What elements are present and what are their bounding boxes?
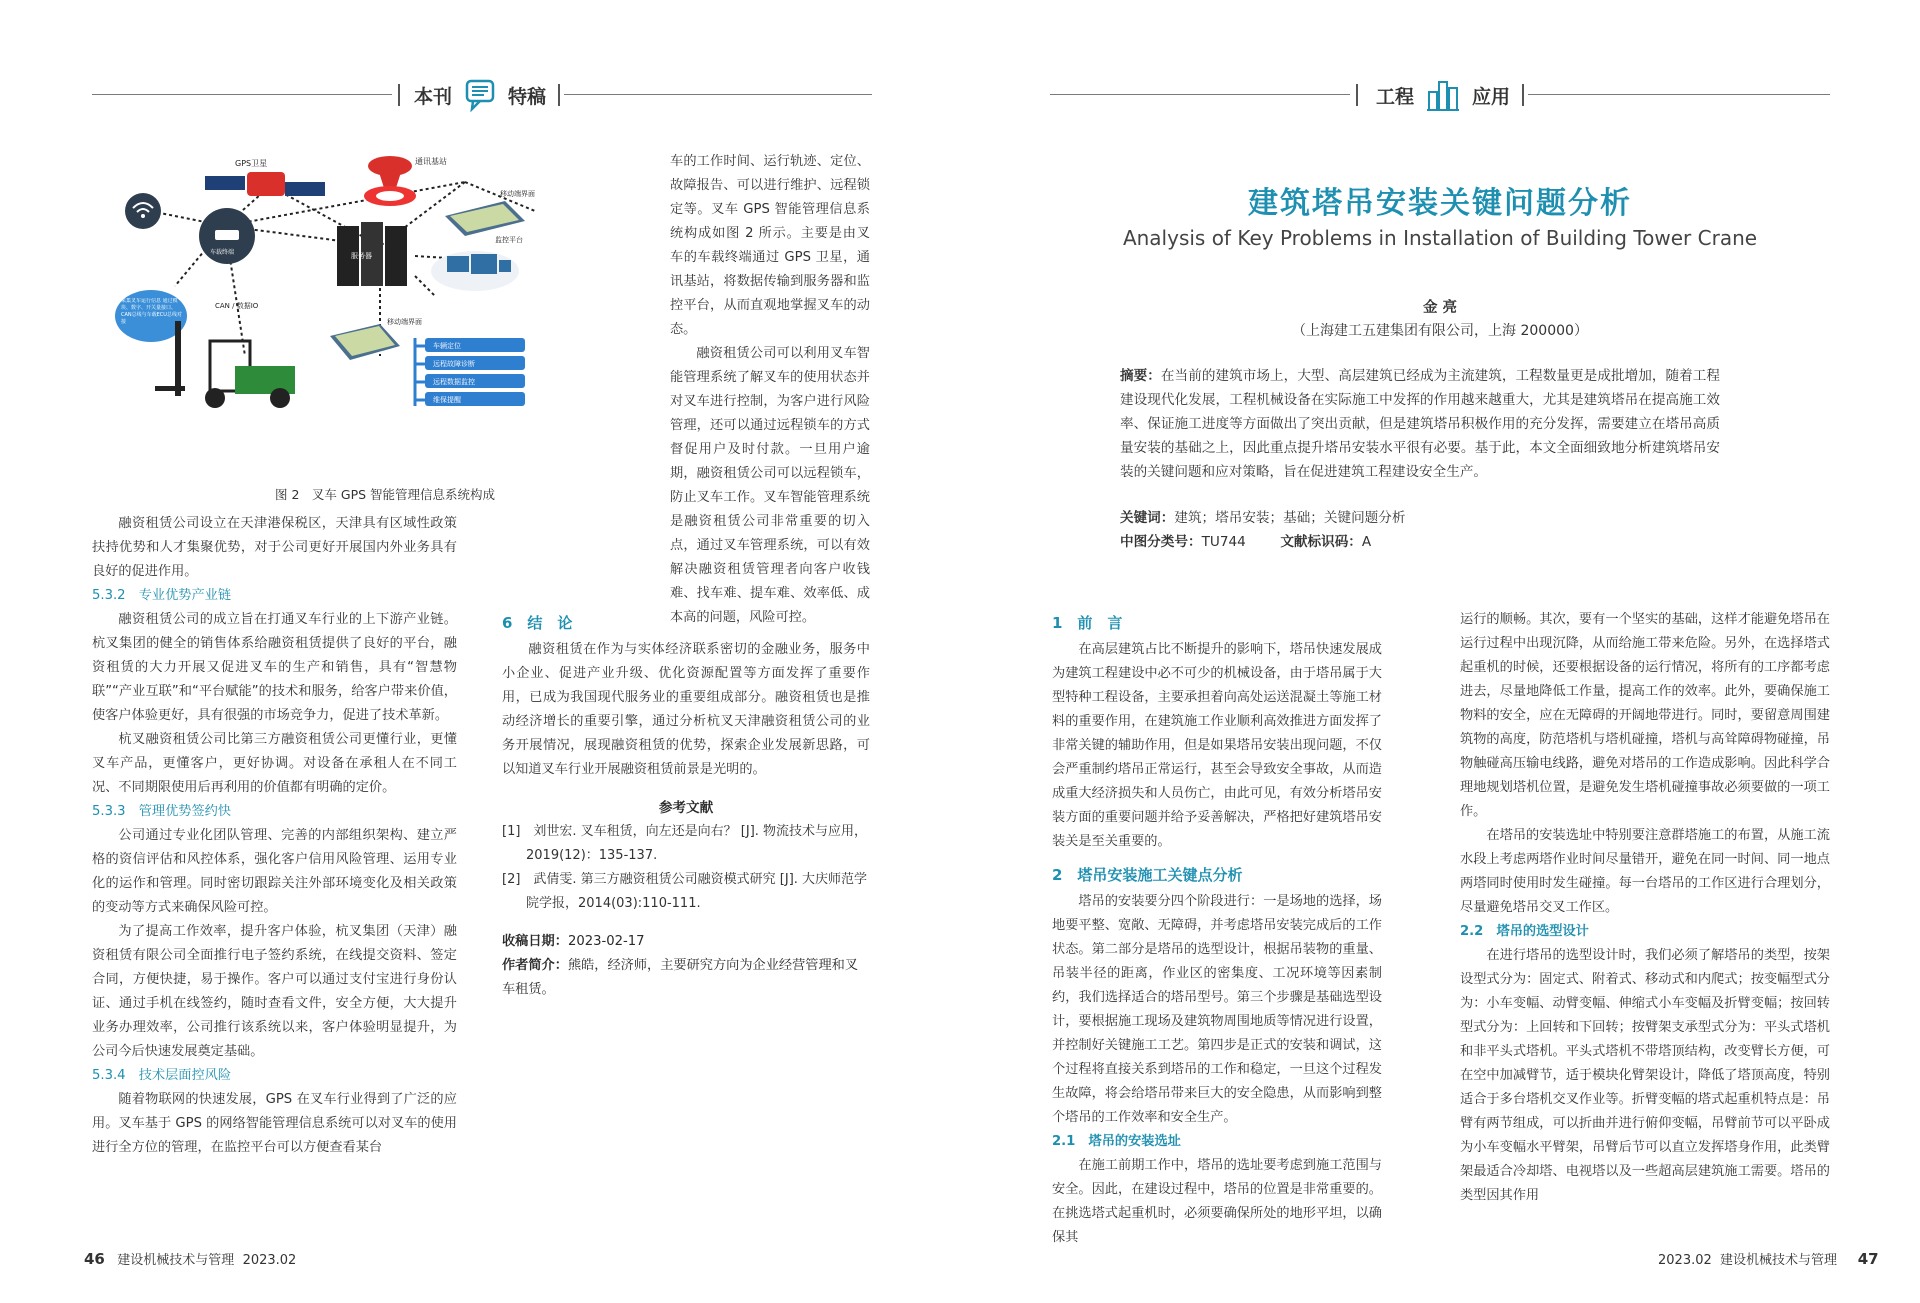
received-date: 2023-02-17: [567, 934, 645, 949]
header-word-1: 本刊: [414, 86, 453, 108]
monitor-platform-icon: [431, 251, 519, 291]
label-monitor: 监控平台: [495, 236, 523, 244]
label-terminal: 车载终端: [210, 249, 235, 256]
journal-name: 建设机械技术与管理: [117, 1253, 235, 1268]
doc-code-label: 文献标识码：: [1280, 534, 1362, 550]
section-header-left: [92, 78, 872, 112]
footer-right: [1658, 1249, 1879, 1268]
header-word-2: 应用: [1472, 86, 1511, 108]
label-gps: GPS卫星: [235, 159, 268, 168]
author-bio: 熊皓，经济师，主要研究方向为企业经营管理和叉车租赁。: [502, 958, 859, 997]
reference-item: [2] 武倩雯. 第三方融资租赁公司融资模式研究 [J]. 大庆师范学院学报，2014(03):110-111.: [502, 872, 868, 911]
menu-item-text: 车辆定位: [433, 342, 461, 350]
section-header-right: [1050, 78, 1830, 112]
wifi-icon: [125, 193, 161, 229]
mobile-map-icon: [445, 201, 525, 236]
article-title: 建筑塔吊安装关键问题分析: [1248, 186, 1632, 221]
speech-bubble-icon: [464, 78, 496, 116]
label-can: CAN / 数据IO: [215, 302, 259, 310]
label-mobile-1: 移动端界面: [500, 190, 535, 198]
menu-item-text: 远程数据监控: [433, 378, 475, 386]
reference-item: [1] 刘世宏. 叉车租赁，向左还是向右？ [J]. 物流技术与应用，2019(12)：135-137.: [502, 824, 868, 863]
subsection-heading: 5.3.4 技术层面控风险: [92, 1068, 232, 1083]
subsection-heading: 5.3.2 专业优势产业链: [92, 588, 232, 603]
header-word-1: 工程: [1376, 86, 1415, 108]
paragraph: 车的工作时间、运行轨迹、定位、故障报告、可以进行维护、远程锁定等。叉车 GPS 智能管理信息系统构成如图 2 所示。主要是由叉车的车载终端通过 GPS 卫星，通讯基站，将数据传输到服务器和监控平台，从而直观地掌握叉车的动态。: [670, 154, 870, 337]
paragraph: 融资租赁公司设立在天津港保税区，天津具有区域性政策扶持优势和人才集聚优势，对于公司更好开展国内外业务具有良好的促进作用。: [92, 516, 457, 579]
paragraph: 融资租赁在作为与实体经济联系密切的金融业务，服务中小企业、促进产业升级、优化资源配置等方面发挥了重要作用，已成为我国现代服务业的重要组成部分。融资租赁也是推动经济增长的重要引擎，通过分析杭叉天津融资租赁公司的业务开展情况，展现融资租赁的优势，探索企业发展新思路，可以知道叉车行业开展融资租赁前景是光明的。: [502, 642, 870, 777]
received-label: 收稿日期：: [502, 934, 568, 949]
paragraph: 融资租赁公司可以利用叉车智能管理系统了解叉车的使用状态并对叉车进行控制，为客户进行风险管理，还可以通过远程锁车的方式督促用户及时付款。一旦用户逾期，融资租赁公司可以远程锁车，防止叉车工作。叉车智能管理系统是融资租赁公司非常重要的切入点，通过叉车管理系统，可以有效解决融资租赁管理者向客户收钱难、找车难、提车难、效率低、成本高的问题，风险可控。: [670, 346, 870, 625]
server-icon: [337, 222, 407, 286]
page-number: 47: [1857, 1250, 1879, 1268]
paragraph: 在高层建筑占比不断提升的影响下，塔吊快速发展成为建筑工程建设中必不可少的机械设备，由于塔吊属于大型特种工程设备，主要承担着向高处运送混凝土等施工材料的重要作用，在建筑施工作业顺利高效推进方面发挥了非常关键的辅助作用，但是如果塔吊安装出现问题，不仅会严重制约塔吊正常运行，甚至会导致安全事故，从而造成重大经济损失和人员伤亡，由此可见，有效分析塔吊安装方面的重要问题并给予妥善解决，严格把好建筑塔吊安装关是至关重要的。: [1052, 642, 1382, 849]
subsection-heading: 2.1 塔吊的安装选址: [1052, 1134, 1181, 1149]
section-heading: 6 结 论: [502, 614, 573, 632]
left-column-b-top: [670, 150, 870, 342]
section-heading: 2 塔吊安装施工关键点分析: [1052, 866, 1243, 884]
paragraph: 塔吊的安装要分四个阶段进行：一是场地的选择，场地要平整、宽敞、无障碍，并考虑塔吊安装完成后的工作状态。第二部分是塔吊的选型设计，根据吊装物的重量、吊装半径的距离，作业区的密集度、工况环境等因素制约，我们选择适合的塔吊型号。第三个步骤是基础选型设计，要根据施工现场及建筑物周围地质等情况进行设置，并控制好关键施工工艺。第四步是正式的安装和调试，这个过程将直接关系到塔吊的工作和稳定，一旦这个过程发生故障，将会给塔吊带来巨大的安全隐患，从而影响到整个塔吊的工作效率和安全生产。: [1052, 894, 1382, 1125]
label-server: 服务器: [351, 252, 372, 260]
forklift-icon: [155, 321, 295, 408]
label-mobile-2: 移动端界面: [387, 318, 422, 326]
paragraph: 运行的顺畅。其次，要有一个坚实的基础，这样才能避免塔吊在运行过程中出现沉降，从而给施工带来危险。另外，在选择塔式起重机的时候，还要根据设备的运行情况，将所有的工序都考虑进去，尽量地降低工作量，提高工作的效率。此外，要确保施工物料的安全，应在无障碍的开阔地带进行。同时，要留意周围建筑物的高度，防范塔机与塔机碰撞，塔机与高耸障碍物碰撞，吊物触碰高压输电线路，避免对塔吊的工作造成影响。因此科学合理地规划塔机位置，是避免发生塔机碰撞事故必须要做的一项工作。: [1460, 612, 1830, 819]
subsection-heading: 2.2 塔吊的选型设计: [1460, 924, 1589, 939]
base-station-icon: [364, 156, 416, 206]
paragraph: 在进行塔吊的选型设计时，我们必须了解塔吊的类型，按架设型式分为：固定式、附着式、移动式和内爬式；按变幅型式分为：小车变幅、动臂变幅、伸缩式小车变幅及折臂变幅；按回转型式分为：上回转和下回转；按臂架支承型式分为：平头式塔机和非平头式塔机。平头式塔机不带塔顶结构，改变臂长方便，可在空中加减臂节，适于模块化臂架设计，降低了塔顶高度，特别适合于多台塔机交叉作业等。折臂变幅的塔式起重机特点是：吊臂有两节组成，可以折曲并进行俯仰变幅，吊臂前节可以平卧成为小车变幅水平臂架，吊臂后节可以直立发挥塔身作用，此类臂架最适合冷却塔、电视塔以及一些超高层建筑施工需要。塔吊的类型因其作用: [1460, 948, 1830, 1203]
mobile-map-2-icon: [330, 324, 400, 360]
page-number: 46: [84, 1250, 105, 1268]
subsection-heading: 5.3.3 管理优势签约快: [92, 804, 232, 819]
journal-name: 建设机械技术与管理: [1720, 1253, 1838, 1268]
clc-label: 中图分类号：: [1120, 534, 1202, 550]
keywords-block: [1120, 506, 1720, 554]
header-word-2: 特稿: [508, 86, 547, 108]
left-column-b-bottom: [502, 604, 870, 1002]
right-column-a: [1052, 604, 1382, 1250]
gps-system-diagram: [115, 146, 635, 486]
right-column-b: [1460, 608, 1830, 1208]
building-icon: [1426, 78, 1460, 116]
satellite-icon: [205, 172, 325, 196]
issue: 2023.02: [1658, 1253, 1712, 1268]
paragraph: 杭叉融资租赁公司比第三方融资租赁公司更懂行业，更懂叉车产品，更懂客户，更好协调。对设备在承租人在不同工况、不同期限使用后再利用的价值都有明确的定价。: [92, 732, 457, 795]
footer-left: [84, 1249, 296, 1268]
article-title-en: Analysis of Key Problems in Installation of Building Tower Crane: [1122, 226, 1758, 250]
label-bubble: 采集叉车运行信息 通过模块、数字、开关量接口、CAN总线与车载ECU总线对接: [121, 298, 182, 325]
keywords-label: 关键词：: [1120, 510, 1175, 526]
paragraph: 融资租赁公司的成立旨在打通叉车行业的上下游产业链。杭叉集团的健全的销售体系给融资租赁提供了良好的平台，融资租赁的大力开展又促进叉车的生产和销售，具有“智慧物联”“产业互联”和“平台赋能”的技术和服务，给客户带来价值，使客户体验更好，具有很强的市场竞争力，促进了技术革新。: [92, 612, 457, 723]
author-name: 金 亮: [1422, 300, 1458, 316]
references-title: 参考文献: [658, 800, 714, 816]
paragraph: 随着物联网的快速发展，GPS 在叉车行业得到了广泛的应用。叉车基于 GPS 的网络智能管理信息系统可以对叉车的使用进行全方位的管理，在监控平台可以方便查看某台: [92, 1092, 457, 1155]
left-column-b-mid: [670, 342, 870, 630]
author-bio-label: 作者简介：: [502, 958, 568, 973]
label-station: 通讯基站: [415, 157, 447, 166]
figure-caption: 图 2 叉车 GPS 智能管理信息系统构成: [275, 487, 496, 502]
menu-item-text: 维保提醒: [433, 396, 461, 404]
section-heading: 1 前 言: [1052, 614, 1123, 632]
affiliation: （上海建工五建集团有限公司，上海 200000）: [1292, 323, 1588, 339]
clc-code: TU744: [1201, 534, 1246, 550]
abstract-text: 在当前的建筑市场上，大型、高层建筑已经成为主流建筑，工程数量更是成批增加，随着工程建设现代化发展，工程机械设备在实际施工中发挥的作用越来越重大，尤其是建筑塔吊在提高施工效率、保证施工进度等方面做出了突出贡献，但是建筑塔吊积极作用的充分发挥，需要建立在塔吊高质量安装的基础之上，因此重点提升塔吊安装水平很有必要。基于此，本文全面细致地分析建筑塔吊安装的关键问题和应对策略，旨在促进建筑工程建设安全生产。: [1120, 368, 1721, 480]
issue: 2023.02: [242, 1253, 297, 1268]
paragraph: 为了提高工作效率，提升客户体验，杭叉集团（天津）融资租赁有限公司全面推行电子签约系统，在线提交资料、签定合同，方便快捷，易于操作。客户可以通过支付宝进行身份认证、通过手机在线签约，随时查看文件，安全方便，大大提升业务办理效率，公司推行该系统以来，客户体验明显提升，为公司今后快速发展奠定基础。: [92, 924, 457, 1059]
doc-code: A: [1361, 534, 1372, 550]
paragraph: 在塔吊的安装选址中特别要注意群塔施工的布置，从施工流水段上考虑两塔作业时间尽量错开，避免在同一时间、同一地点两塔同时使用时发生碰撞。每一台塔吊的工作区进行合理划分，尽量避免塔吊交叉工作区。: [1460, 828, 1830, 915]
paragraph: 在施工前期工作中，塔吊的选址要考虑到施工范围与安全。因此，在建设过程中，塔吊的位置是非常重要的。在挑选塔式起重机时，必须要确保所处的地形平坦，以确保其: [1052, 1158, 1382, 1245]
paragraph: 公司通过专业化团队管理、完善的内部组织架构、建立严格的资信评估和风控体系，强化客户信用风险管理、运用专业化的运作和管理。同时密切跟踪关注外部环境变化及相关政策的变动等方式来确保风险可控。: [92, 828, 457, 915]
menu-item-text: 远程故障诊断: [433, 360, 475, 368]
left-column-a: [92, 512, 457, 1160]
keywords: 建筑；塔吊安装；基础；关键问题分析: [1174, 510, 1406, 526]
abstract: [1120, 364, 1720, 484]
right-page: [960, 0, 1920, 1303]
abstract-label: 摘要：: [1120, 368, 1161, 384]
feature-menu: [425, 338, 525, 406]
